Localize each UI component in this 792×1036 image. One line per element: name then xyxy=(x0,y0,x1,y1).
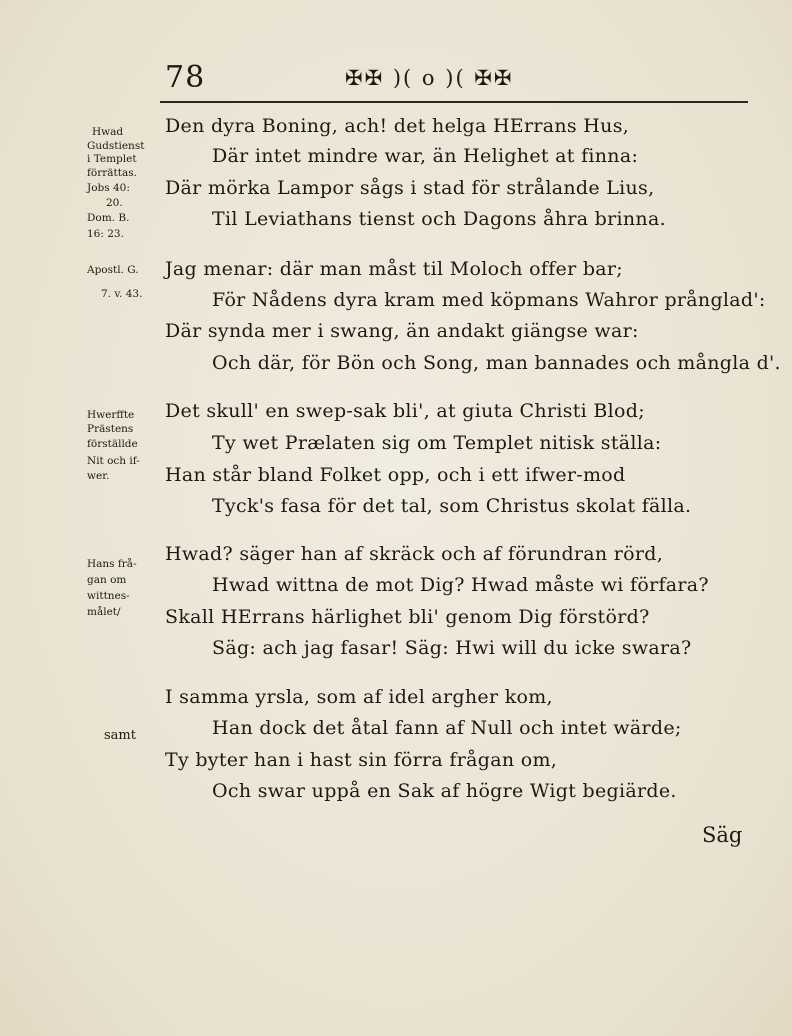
verse-line: Hwad? säger han af skräck och af förundran rörd, xyxy=(165,543,664,565)
header-ornament: ✠✠ )( o )( ✠✠ xyxy=(345,66,514,90)
header-rule xyxy=(160,101,748,103)
verse-line: Jag menar: där man måst til Moloch offer bar; xyxy=(165,258,623,280)
verse-line: Han står bland Folket opp, och i ett ifwer-mod xyxy=(165,464,626,486)
margin-note: Dom. B. xyxy=(87,212,130,224)
margin-note: 7. v. 43. xyxy=(101,288,143,300)
verse-line: Det skull' en swep-sak bli', at giuta Christi Blod; xyxy=(165,400,645,422)
verse-line: Hwad wittna de mot Dig? Hwad måste wi förfara? xyxy=(212,574,709,596)
verse-line: Säg: ach jag fasar! Säg: Hwi will du icke swara? xyxy=(212,637,692,659)
verse-line: Och där, för Bön och Song, man bannades och mångla d'. xyxy=(212,352,781,374)
margin-note: gan om xyxy=(87,574,127,586)
margin-note: i Templet xyxy=(87,153,137,165)
verse-line: För Nådens dyra kram med köpmans Wahror prånglad': xyxy=(212,289,766,311)
verse-line: Tyck's fasa för det tal, som Christus skolat fälla. xyxy=(212,495,692,517)
verse-line: Han dock det åtal fann af Null och intet wärde; xyxy=(212,717,682,739)
verse-line: Där intet mindre war, än Helighet at finna: xyxy=(212,145,639,167)
margin-note: wittnes- xyxy=(87,590,130,602)
page-number: 78 xyxy=(165,60,206,95)
verse-line: Til Leviathans tienst och Dagons åhra brinna. xyxy=(212,208,666,230)
margin-note: målet/ xyxy=(87,606,121,618)
verse-line: I samma yrsla, som af idel argher kom, xyxy=(165,686,553,708)
margin-note: Jobs 40: xyxy=(87,182,130,194)
margin-note: Prästens xyxy=(87,423,134,435)
verse-line: Där synda mer i swang, än andakt giängse war: xyxy=(165,320,639,342)
margin-note: Hans frå- xyxy=(87,558,137,570)
margin-note: 16: 23. xyxy=(87,228,124,240)
verse-line: Ty wet Prælaten sig om Templet nitisk ställa: xyxy=(212,432,662,454)
margin-note: förrättas. xyxy=(87,167,137,179)
verse-line: Skall HErrans härlighet bli' genom Dig förstörd? xyxy=(165,606,650,628)
verse-line: Där mörka Lampor sågs i stad för strålande Lius, xyxy=(165,177,655,199)
margin-note: wer. xyxy=(87,470,110,482)
verse-line: Och swar uppå en Sak af högre Wigt begiärde. xyxy=(212,780,677,802)
margin-note: Nit och if- xyxy=(87,455,140,467)
catchword: Säg xyxy=(702,823,743,847)
margin-note: Gudstienst xyxy=(87,140,145,152)
margin-note: Apostl. G. xyxy=(87,264,139,276)
page-header xyxy=(165,60,748,100)
margin-note: 20. xyxy=(106,197,123,209)
verse-line: Ty byter han i hast sin förra frågan om, xyxy=(165,749,558,771)
margin-note: samt xyxy=(104,728,136,743)
margin-note: förställde xyxy=(87,438,138,450)
margin-note: Hwad xyxy=(92,126,124,138)
verse-line: Den dyra Boning, ach! det helga HErrans Hus, xyxy=(165,115,630,137)
margin-note: Hwerffte xyxy=(87,409,135,421)
